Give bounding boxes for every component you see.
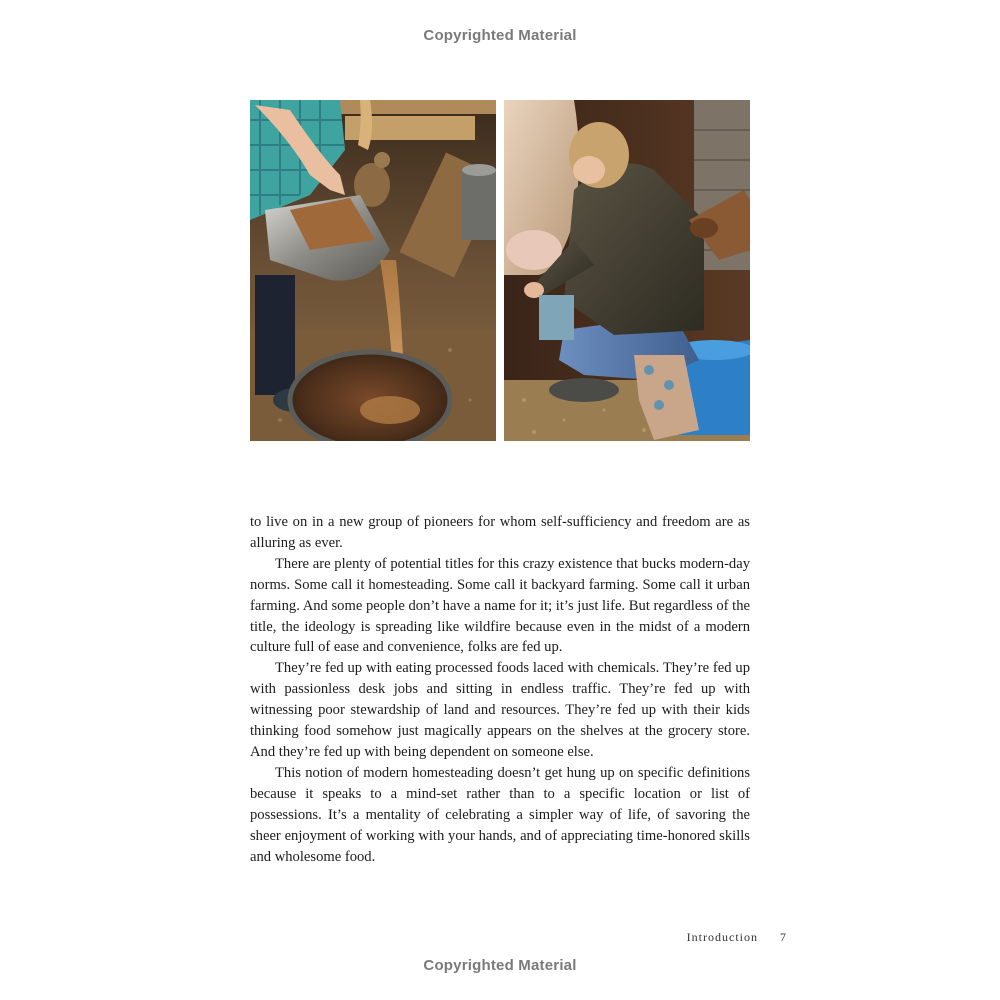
photo-pouring-feed xyxy=(250,100,496,441)
watermark-top: Copyrighted Material xyxy=(423,27,577,44)
photo-milking-goat-image xyxy=(504,100,750,441)
photo-milking-goat xyxy=(504,100,750,441)
running-footer-section: Introduction xyxy=(686,930,758,944)
watermark-bottom: Copyrighted Material xyxy=(423,957,577,974)
page-number: 7 xyxy=(780,930,786,944)
paragraph-3: They’re fed up with eating processed foods laced with chemicals. They’re fed up with passionless desk jobs and sitting in endless traffic. They’re fed up with witnessing poor stewardship of land and resources. They’re fed up with their kids thinking food somehow just magically appears on the shelves at the grocery store. And they’re fed up with being dependent on someone else. xyxy=(250,660,750,760)
photo-pouring-feed-image xyxy=(250,100,496,441)
paragraph-4: This notion of modern homesteading doesn’t get hung up on specific definitions because it speaks to a mind-set rather than to a specific location or list of possessions. It’s a mentality of celebrating a simpler way of life, of savoring the sheer enjoyment of working with your hands, and of appreciating time-honored skills and wholesome food. xyxy=(250,764,750,865)
body-text xyxy=(250,512,750,867)
page-footer xyxy=(600,930,786,945)
paragraph-2: There are plenty of potential titles for this crazy existence that bucks modern-day norms. Some call it homesteading. Some call it backyard farming. Some call it urban farming. And some people don’t have a name for it; it’s just life. But regardless of the title, the ideology is spreading like wildfire because even in the midst of a modern culture full of ease and convenience, folks are fed up. xyxy=(250,555,750,656)
paragraph-1: to live on in a new group of pioneers for whom self-sufficiency and freedom are as alluring as ever. xyxy=(250,514,750,551)
